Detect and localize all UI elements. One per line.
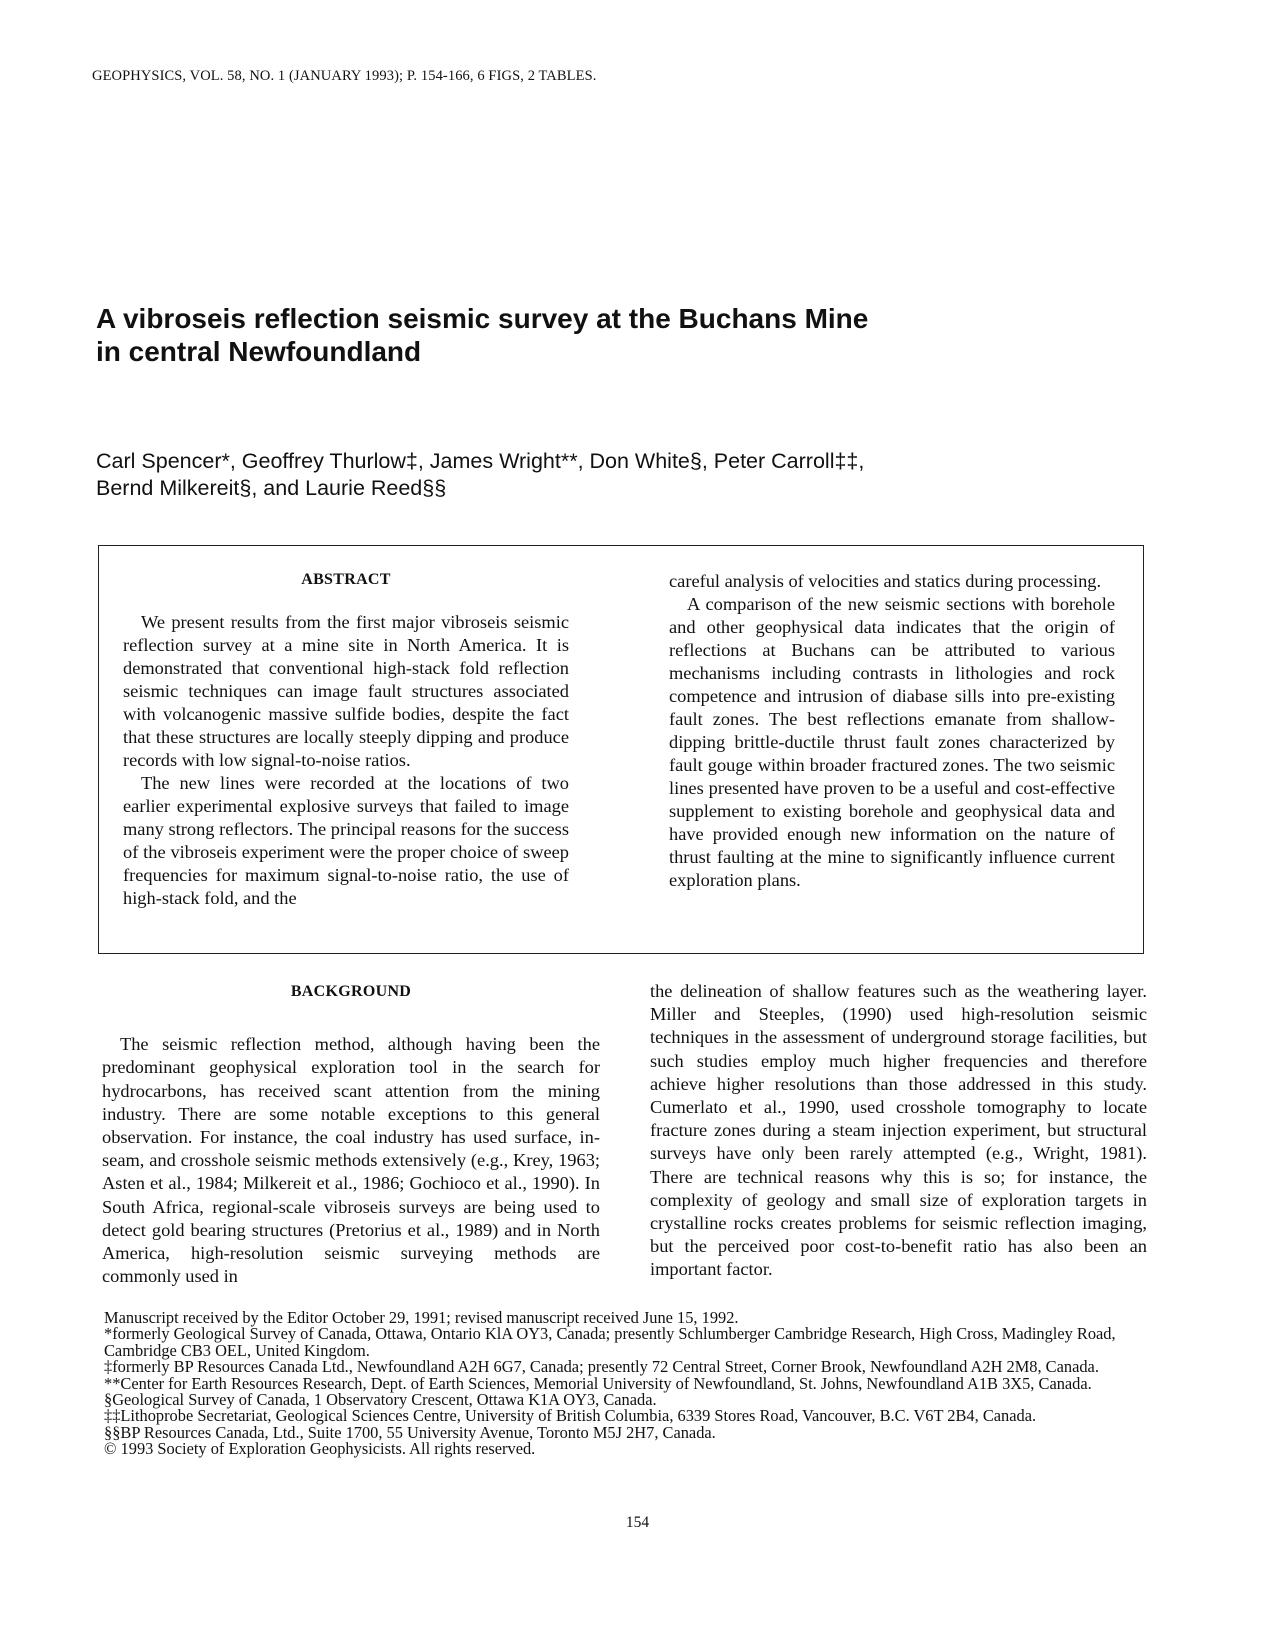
footnotes [104,1310,1148,1458]
copyright-notice: © 1993 Society of Exploration Geophysicists. All rights reserved. [104,1439,536,1459]
title-line-1: A vibroseis reflection seismic survey at the Buchans Mine [96,303,869,334]
abstract-box [98,545,1144,954]
abstract-right-column [669,570,1115,953]
abstract-paragraph: A comparison of the new seismic sections with borehole and other geophysical data indicates that the origin of reflections at Buchans can be attributed to various mechanisms including contrasts in lithologies and rock competence and intrusion of diabase sills into pre-existing fault zones. The best reflections emanate from shallow-dipping brittle-ductile thrust fault zones characterized by fault gouge within broader fractured zones. The two seismic lines presented have proven to be a useful and cost-effective supplement to existing borehole and geophysical data and have provided enough new information on the nature of thrust faulting at the mine to significantly influence current exploration plans. [669,594,1115,890]
authors-line-1: Carl Spencer*, Geoffrey Thurlow‡, James Wright**, Don White§, Peter Carroll‡‡, [96,449,865,473]
body-paragraph: the delineation of shallow features such as the weathering layer. Miller and Steeples, (1990) used high-resolution seismic techniques in the assessment of underground storage facilities, but such studies employ much higher frequencies and therefore achieve higher resolutions than those addressed in this study. Cumerlato et al., 1990, used crosshole tomography to locate fracture zones during a steam injection experiment, but structural surveys have only been rarely attempted (e.g., Wright, 1981). There are technical reasons why this is so; for instance, the complexity of geology and small size of exploration targets in crystalline rocks creates problems for seismic reflection imaging, but the perceived poor cost-to-benefit ratio has also been an important factor. [650,981,1147,1280]
footnote: §Geological Survey of Canada, 1 Observatory Crescent, Ottawa K1A OY3, Canada. [104,1390,657,1410]
journal-header: GEOPHYSICS, VOL. 58, NO. 1 (JANUARY 1993); P. 154-166, 6 FIGS, 2 TABLES. [92,68,597,84]
footnote: ‡formerly BP Resources Canada Ltd., Newfoundland A2H 6G7, Canada; presently 72 Central Street, Corner Brook, Newfoundland A2H 2M8, Canada. [104,1357,1099,1377]
article-title [96,302,996,368]
background-heading: BACKGROUND [290,983,412,1000]
footnote: Manuscript received by the Editor October 29, 1991; revised manuscript received June 15, 1992. [104,1308,739,1327]
footnote: *formerly Geological Survey of Canada, Ottawa, Ontario KlA OY3, Canada; presently Schlumberger Cambridge Research, High Cross, Madingley Road, Cambridge CB3 OEL, United Kingdom. [104,1324,1116,1360]
abstract-heading: ABSTRACT [301,571,391,588]
abstract-paragraph-continuation: careful analysis of velocities and statics during processing. [669,571,1102,591]
footnote: **Center for Earth Resources Research, Dept. of Earth Sciences, Memorial University of Newfoundland, St. Johns, Newfoundland A1B 3X5, Canada. [104,1373,1092,1393]
author-list [96,448,1096,502]
body-left-column [102,980,600,1288]
body-paragraph: The seismic reflection method, although having been the predominant geophysical exploration tool in the search for hydrocarbons, has received scant attention from the mining industry. There are some notable exceptions to this general observation. For instance, the coal industry has used surface, in-seam, and crosshole seismic methods extensively (e.g., Krey, 1963; Asten et al., 1984; Milkereit et al., 1986; Gochioco et al., 1990). In South Africa, regional-scale vibroseis surveys are being used to detect gold bearing structures (Pretorius et al., 1989) and in North America, high-resolution seismic surveying methods are commonly used in [102,1034,600,1287]
abstract-left-column [123,546,569,953]
footnote: ‡‡Lithoprobe Secretariat, Geological Sciences Centre, University of British Columbia, 6339 Stores Road, Vancouver, B.C. V6T 2B4, Canada. [104,1406,1037,1426]
body-right-column [650,980,1147,1282]
authors-line-2: Bernd Milkereit§, and Laurie Reed§§ [96,476,447,500]
footnote: §§BP Resources Canada, Ltd., Suite 1700, 55 University Avenue, Toronto M5J 2H7, Canada. [104,1422,716,1442]
title-line-2: in central Newfoundland [96,336,422,367]
abstract-paragraph: The new lines were recorded at the locations of two earlier experimental explosive surveys that failed to image many strong reflectors. The principal reasons for the success of the vibroseis experiment were the proper choice of sweep frequencies for maximum signal-to-noise ratio, the use of high-stack fold, and the [123,773,569,908]
abstract-paragraph: We present results from the first major vibroseis seismic reflection survey at a mine site in North America. It is demonstrated that conventional high-stack fold reflection seismic techniques can image fault structures associated with volcanogenic massive sulfide bodies, despite the fact that these structures are locally steeply dipping and produce records with low signal-to-noise ratios. [123,612,569,770]
page-number: 154 [625,1514,650,1531]
